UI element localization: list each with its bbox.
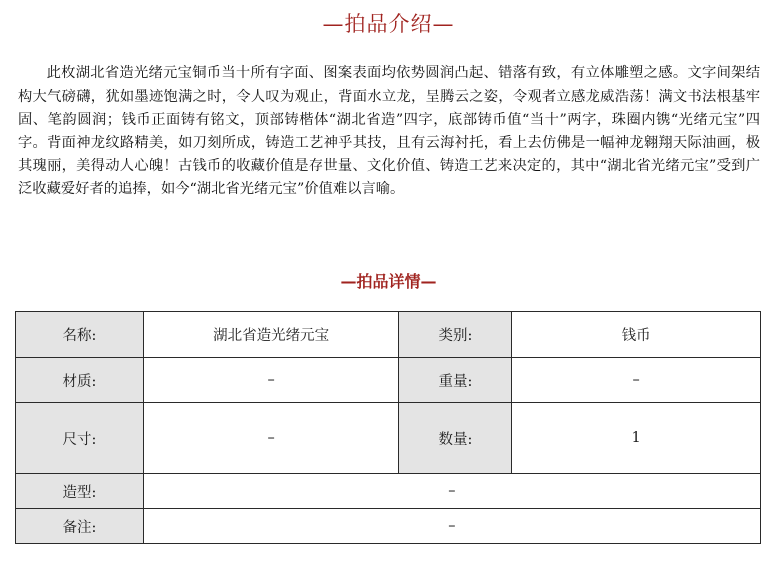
- weight-value: –: [512, 358, 761, 403]
- name-value: 湖北省造光绪元宝: [143, 312, 399, 358]
- table-row: [16, 312, 761, 358]
- material-value: –: [143, 358, 399, 403]
- table-row: [16, 474, 761, 509]
- shape-value: –: [143, 474, 760, 509]
- section-heading-introduction: —拍品介绍—: [322, 12, 455, 36]
- category-value: 钱币: [512, 312, 761, 358]
- details-table: [15, 311, 761, 544]
- material-label: 材质:: [16, 358, 144, 403]
- note-label: 备注:: [16, 509, 144, 544]
- table-row: [16, 509, 761, 544]
- note-value: –: [143, 509, 760, 544]
- shape-label: 造型:: [16, 474, 144, 509]
- introduction-paragraph: 此枚湖北省造光绪元宝铜币当十所有字面、图案表面均依势圆润凸起、错落有致，有立体雕塑之感。文字间架结构大气磅礴，犹如墨迹饱满之时，令人叹为观止，背面水立龙，呈腾云之姿，令观者立感龙威浩荡！满文书法根基牢固、笔韵圆润；钱币正面铸有铭文，顶部铸楷体“湖北省造”四字，底部铸币值“当十”两字，珠圈内镌“光绪元宝”四字。背面神龙纹路精美，如刀刻所成，铸造工艺神乎其技，且有云海衬托，看上去仿佛是一幅神龙翱翔天际油画，极其瑰丽，美得动人心魄！古钱币的收藏价值是存世量、文化价值、铸造工艺来决定的，其中“湖北省光绪元宝”受到广泛收藏爱好者的追捧，如今“湖北省光绪元宝”价值难以言喻。: [18, 65, 760, 198]
- quantity-label: 数量:: [399, 403, 512, 474]
- name-label: 名称:: [16, 312, 144, 358]
- weight-label: 重量:: [399, 358, 512, 403]
- table-row: [16, 403, 761, 474]
- size-value: –: [143, 403, 399, 474]
- quantity-value: 1: [512, 403, 761, 474]
- section-heading-details: —拍品详情—: [340, 272, 437, 291]
- category-label: 类别:: [399, 312, 512, 358]
- size-label: 尺寸:: [16, 403, 144, 474]
- table-row: [16, 358, 761, 403]
